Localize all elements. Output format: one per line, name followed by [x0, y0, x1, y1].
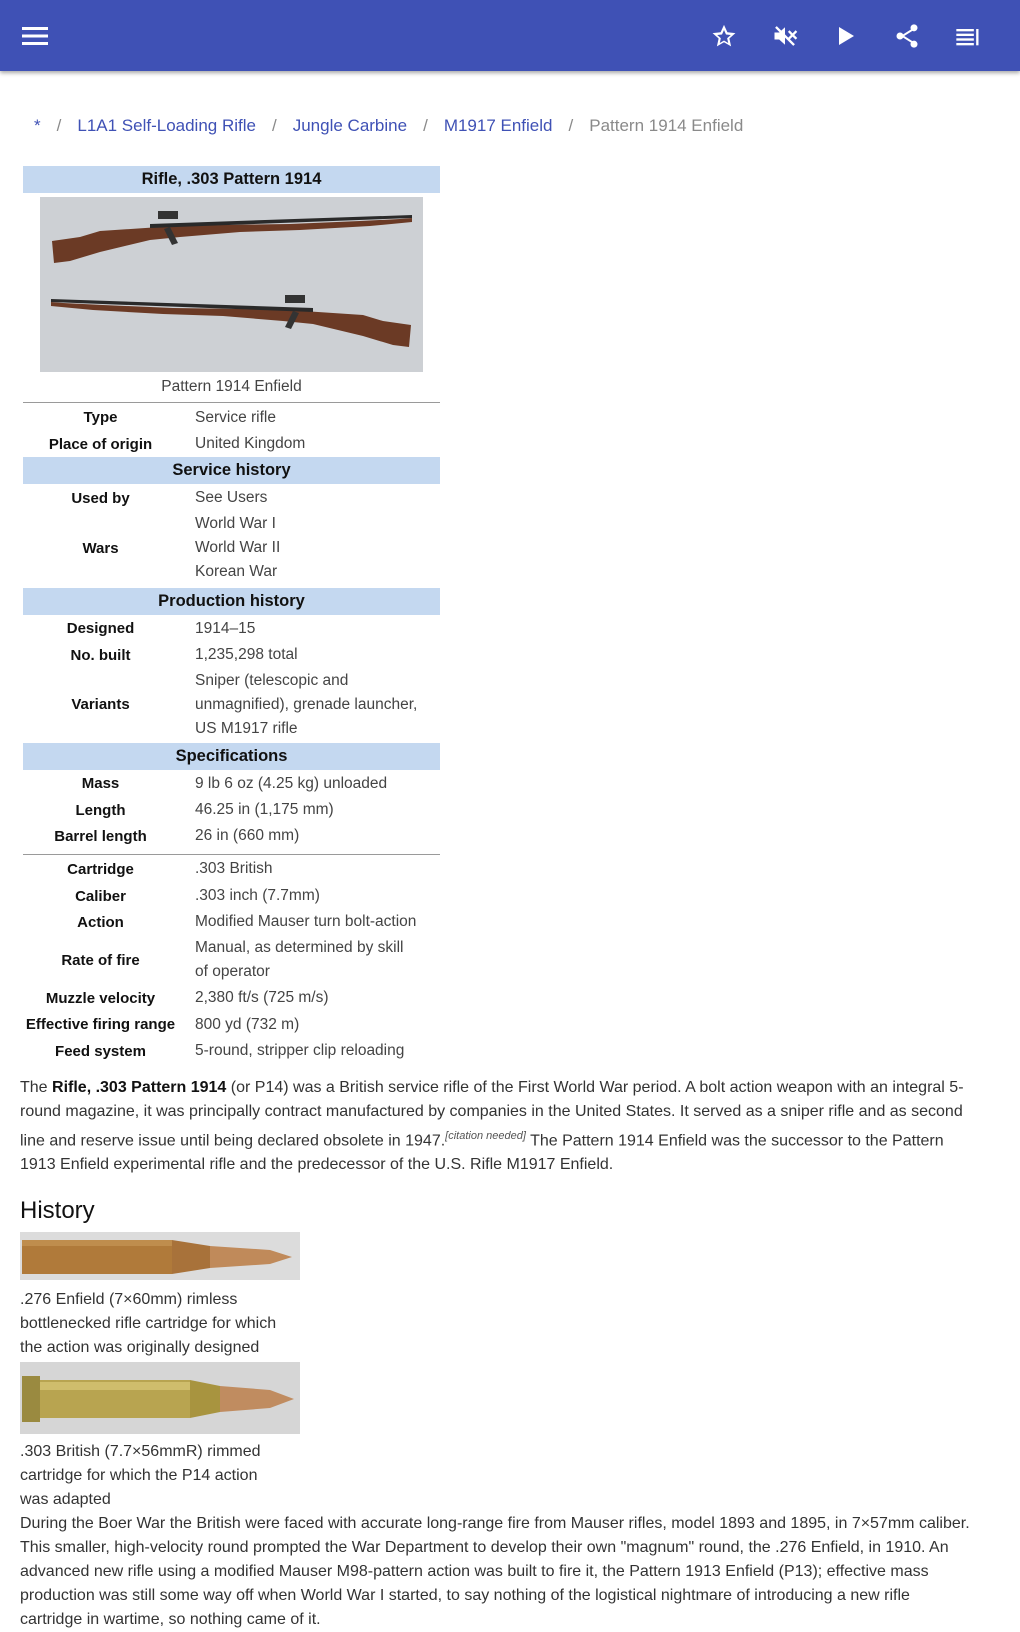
- length-label: Length: [75, 801, 126, 819]
- infobox-title: Rifle, .303 Pattern 1914: [23, 166, 440, 193]
- intro-text: (or P14) was a British service rifle of the First World War period. A bolt action weapon with an integral 5-: [226, 1079, 964, 1096]
- star-icon[interactable]: [706, 18, 742, 54]
- history-heading: History: [20, 1197, 95, 1224]
- effective-range-label: Effective firing range: [25, 1016, 176, 1033]
- breadcrumb-separator: /: [271, 116, 277, 135]
- citation-needed[interactable]: [citation needed]: [445, 1130, 526, 1142]
- intro-paragraph: [20, 1076, 1002, 1177]
- rate-of-fire-line: of operator: [195, 963, 270, 980]
- cartridge-illustration: [20, 1362, 300, 1434]
- divider: [23, 402, 440, 403]
- playlist-icon[interactable]: [950, 18, 986, 54]
- war-item[interactable]: Korean War: [195, 563, 278, 580]
- barrel-length-label: Barrel length: [54, 827, 147, 845]
- feed-system-label: Feed system: [55, 1042, 146, 1060]
- intro-text: The: [20, 1079, 53, 1096]
- caption-line: bottlenecked rifle cartridge for which: [20, 1315, 277, 1332]
- caliber-value: .303 inch (7.7mm): [195, 887, 320, 904]
- history-text: This smaller, high-velocity round prompted the War Department to develop their own "magnum" round, the .276 Enfield, in 1910. An: [20, 1539, 949, 1556]
- cartridge-value[interactable]: .303 British: [195, 860, 273, 877]
- mass-value: 9 lb 6 oz (4.25 kg) unloaded: [195, 774, 388, 792]
- rate-of-fire-value: [178, 936, 440, 984]
- infobox-image-caption: Pattern 1914 Enfield: [161, 378, 302, 395]
- caption-line: was adapted: [20, 1491, 111, 1508]
- intro-text: 1913 Enfield experimental rifle and the predecessor of the U.S. Rifle M1917 Enfield.: [20, 1156, 614, 1174]
- cartridge-303-image[interactable]: [20, 1362, 300, 1434]
- used-by-value[interactable]: See Users: [195, 489, 268, 506]
- share-icon[interactable]: [889, 18, 925, 54]
- war-item[interactable]: World War II: [195, 539, 281, 556]
- feed-system-value: 5-round, stripper clip reloading: [195, 1042, 405, 1059]
- breadcrumb-separator: /: [423, 116, 428, 135]
- designed-label: Designed: [66, 620, 135, 637]
- menu-icon[interactable]: [17, 18, 53, 54]
- type-value: Service rifle: [195, 408, 276, 426]
- infobox: [23, 166, 440, 1064]
- rate-of-fire-line: Manual, as determined by skill: [195, 939, 404, 956]
- history-text: production was still some way off when World War I started, to say nothing of the logistical nightmare of introducing a new rifle: [20, 1587, 910, 1604]
- barrel-length-value: 26 in (660 mm): [195, 827, 300, 844]
- origin-value: United Kingdom: [195, 435, 306, 452]
- breadcrumb-item-l1a1[interactable]: L1A1 Self-Loading Rifle: [77, 116, 256, 135]
- play-icon[interactable]: [828, 18, 864, 54]
- caliber-label: Caliber: [75, 887, 126, 905]
- variants-line: Sniper (telescopic and: [195, 671, 349, 689]
- intro-text: The Pattern 1914 Enfield was the successor to the Pattern: [525, 1132, 944, 1150]
- history-paragraph: [20, 1512, 1002, 1632]
- service-history-header: Service history: [23, 457, 440, 484]
- article-subject: Rifle, .303 Pattern 1914: [52, 1079, 227, 1096]
- designed-value: 1914–15: [195, 619, 256, 637]
- caption-line: cartridge for which the P14 action: [20, 1467, 258, 1484]
- no-built-label: No. built: [70, 646, 131, 664]
- cartridge-label: Cartridge: [67, 860, 134, 878]
- used-by-label: Used by: [71, 489, 130, 507]
- variants-label: Variants: [71, 696, 130, 713]
- action-value: Modified Mauser turn bolt-action: [195, 913, 417, 930]
- wars-label: Wars: [82, 539, 119, 557]
- effective-range-value: 800 yd (732 m): [195, 1015, 300, 1033]
- cartridge-276-image[interactable]: [20, 1232, 300, 1280]
- variants-line: US M1917 rifle: [195, 719, 298, 737]
- breadcrumb: [34, 114, 743, 138]
- history-text: cartridge in wartime, so nothing came of it.: [20, 1611, 321, 1628]
- muzzle-velocity-label: Muzzle velocity: [45, 989, 156, 1007]
- cartridge-illustration: [20, 1232, 300, 1280]
- breadcrumb-separator: /: [568, 116, 574, 135]
- rifle-illustration: [40, 197, 423, 372]
- caption-line: the action was originally designed: [20, 1339, 260, 1356]
- breadcrumb-item-home[interactable]: *: [34, 116, 41, 135]
- history-text: advanced new rifle using a modified Mauser M98-pattern action was built to fire it, the Pattern 1913 Enfield (P13); effective mass: [20, 1563, 929, 1580]
- intro-text: round magazine, it was principally contract manufactured by companies in the United States. It served as a sniper rifle and as second: [20, 1103, 963, 1120]
- production-history-header: Production history: [23, 588, 440, 615]
- type-label: Type: [83, 409, 118, 426]
- muzzle-velocity-value: 2,380 ft/s (725 m/s): [195, 989, 329, 1006]
- rate-of-fire-label: Rate of fire: [61, 951, 140, 969]
- variants-line: unmagnified), grenade launcher,: [195, 695, 418, 713]
- no-built-value: 1,235,298 total: [195, 646, 298, 663]
- length-value: 46.25 in (1,175 mm): [195, 801, 334, 818]
- rifle-image[interactable]: [40, 197, 423, 372]
- intro-text: line and reserve issue until being declared obsolete in 1947.: [20, 1132, 446, 1150]
- wars-list: [178, 512, 440, 584]
- caption-line: .276 Enfield (7×60mm) rimless: [20, 1291, 238, 1308]
- specifications-header: Specifications: [23, 743, 440, 770]
- app-bar: [0, 0, 1020, 71]
- origin-label: Place of origin: [48, 435, 153, 453]
- breadcrumb-item-m1917[interactable]: M1917 Enfield: [443, 116, 553, 135]
- history-text: During the Boer War the British were faced with accurate long-range fire from Mauser rifles, model 1893 and 1895, in 7×57mm caliber.: [20, 1515, 970, 1532]
- volume-off-icon[interactable]: [767, 18, 803, 54]
- cartridge-303-caption: [20, 1440, 300, 1512]
- mass-label: Mass: [81, 775, 120, 792]
- war-item[interactable]: World War I: [195, 515, 276, 532]
- caption-line: .303 British (7.7×56mmR) rimmed: [20, 1443, 261, 1460]
- cartridge-276-caption: [20, 1288, 300, 1360]
- variants-value: [178, 669, 440, 741]
- action-label: Action: [77, 913, 124, 931]
- breadcrumb-item-jungle-carbine[interactable]: Jungle Carbine: [292, 116, 408, 135]
- breadcrumb-separator: /: [56, 116, 62, 135]
- breadcrumb-current: Pattern 1914 Enfield: [589, 116, 744, 135]
